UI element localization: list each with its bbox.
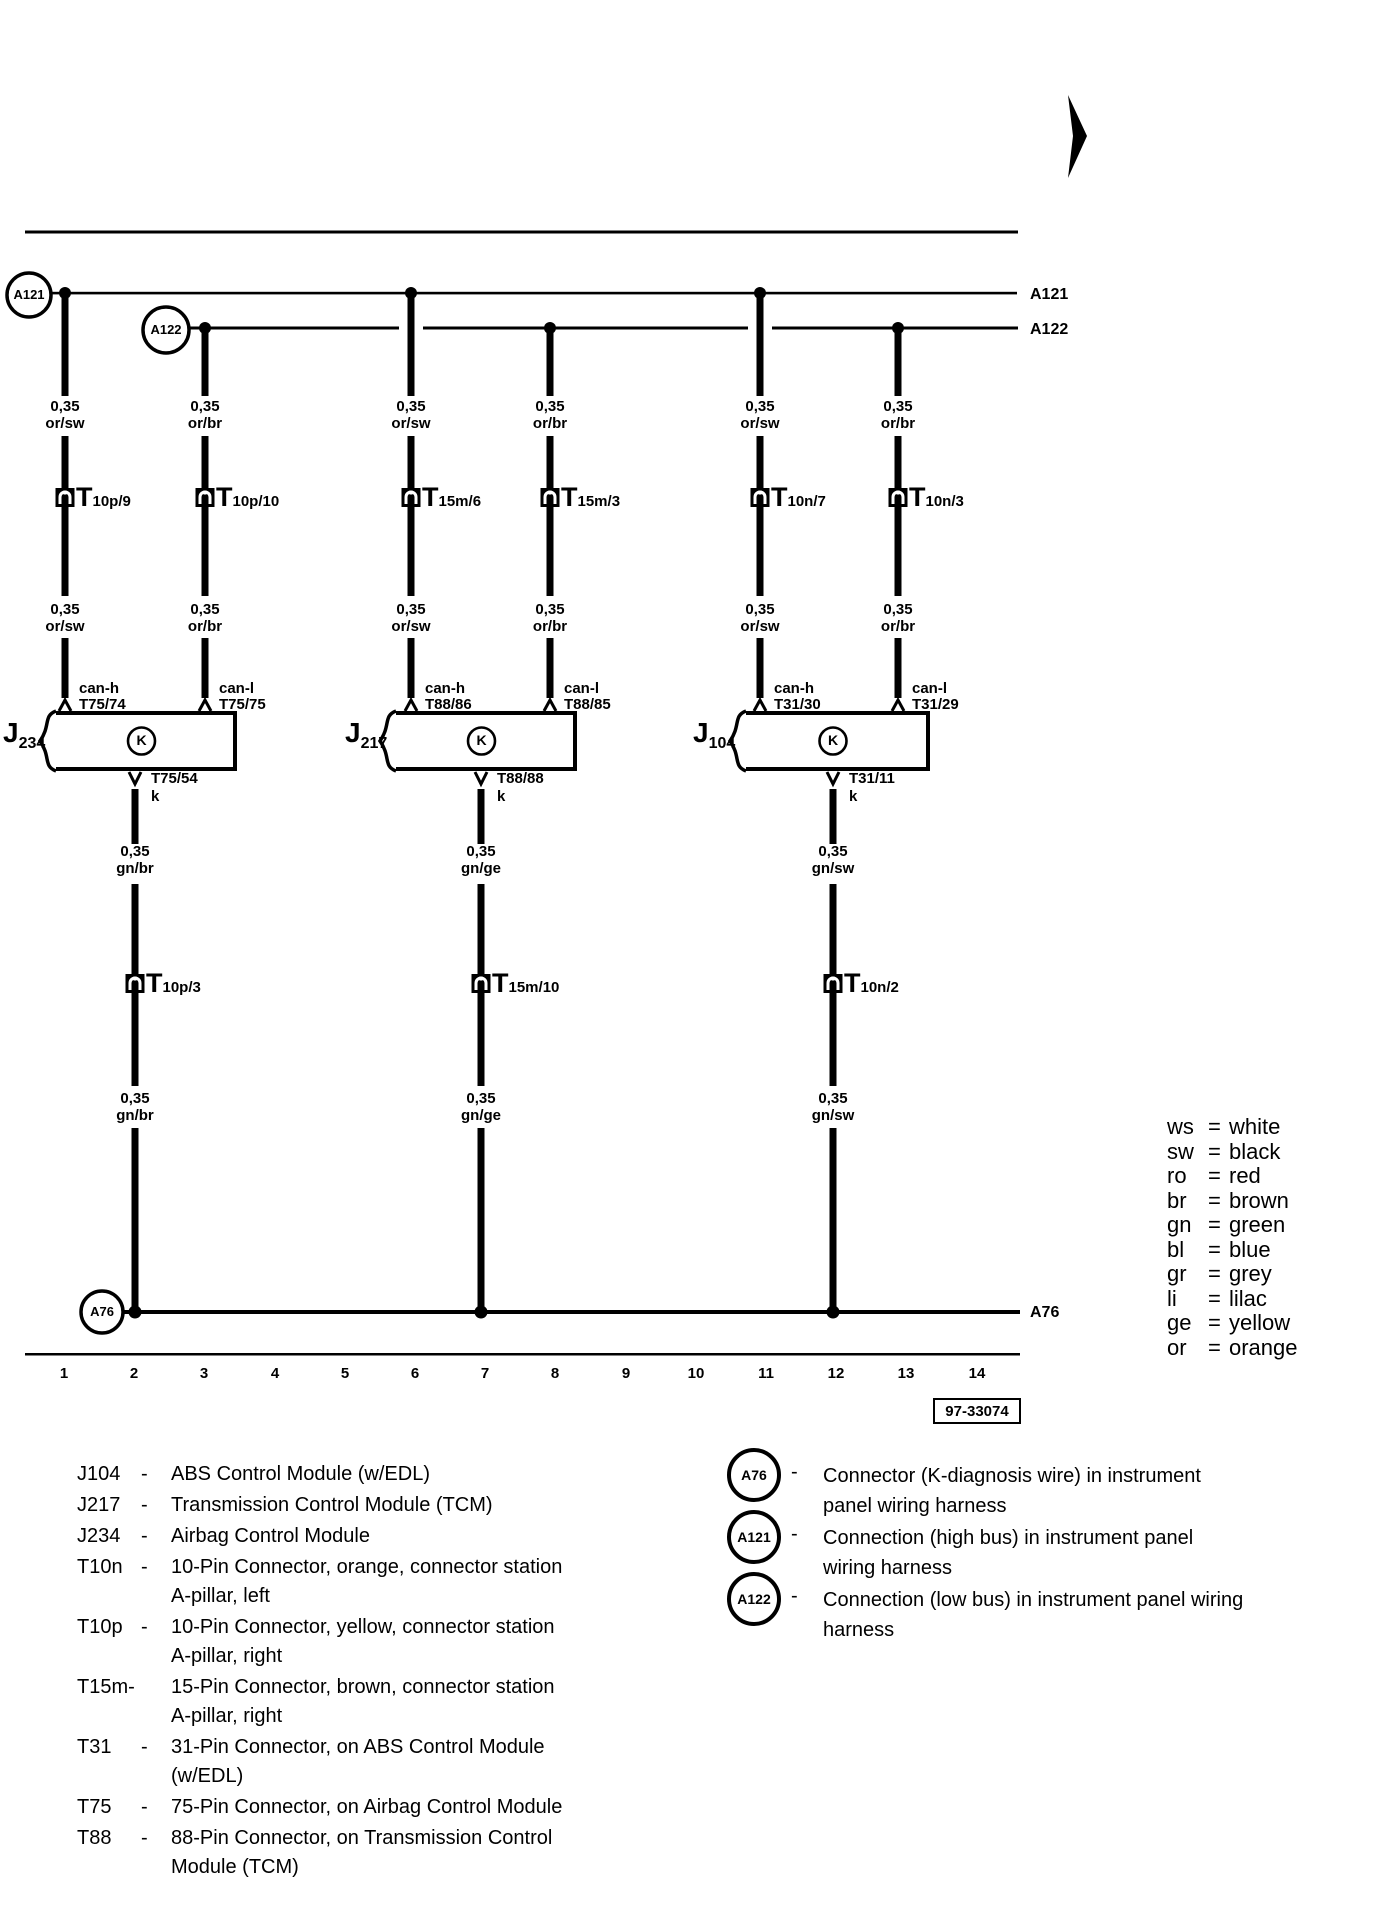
legend-description-line: ABS Control Module (w/EDL)	[171, 1463, 430, 1485]
color-legend-row	[1167, 1139, 1298, 1164]
legend-entry	[77, 1553, 562, 1611]
wire-gauge: 0,35	[883, 398, 913, 415]
equals-sign: =	[1208, 1138, 1221, 1164]
connector-label	[909, 483, 964, 512]
wire-segment	[547, 436, 554, 596]
connector-label	[844, 969, 899, 998]
pin-connector-notch	[64, 491, 67, 495]
pin-connector-notch	[480, 977, 483, 981]
junction-dot	[827, 1306, 840, 1319]
track-number: 9	[621, 1365, 631, 1382]
module-designation	[3, 718, 45, 752]
component-legend	[77, 1458, 562, 1882]
pin-label: T31/30	[774, 696, 821, 713]
pin-label: T75/75	[219, 696, 266, 713]
wire-segment	[408, 436, 415, 596]
wire-color: or/br	[532, 618, 568, 635]
junction-dot	[892, 322, 904, 334]
color-legend-row	[1167, 1188, 1298, 1213]
wire-gauge: 0,35	[535, 398, 565, 415]
connector-letter: T	[422, 482, 439, 512]
module-designation	[693, 718, 735, 752]
exit-arrow-icon	[129, 772, 141, 784]
connector-number: 10p/9	[92, 493, 131, 510]
junction-dot	[754, 287, 766, 299]
connector-label	[771, 483, 826, 512]
legend-description	[171, 1613, 555, 1671]
pin-label: T88/85	[564, 696, 611, 713]
color-legend-row	[1167, 1237, 1298, 1262]
legend-description-line: A-pillar, left	[171, 1585, 270, 1607]
connector-label	[146, 969, 201, 998]
track-number: 7	[480, 1365, 490, 1382]
connector-number: 10n/3	[925, 493, 964, 510]
legend-description-line: Connection (low bus) in instrument panel wiring	[823, 1589, 1244, 1611]
legend-description-line: Module (TCM)	[171, 1856, 299, 1878]
legend-dash: -	[791, 1461, 798, 1483]
legend-description-line: 31-Pin Connector, on ABS Control Module	[171, 1736, 545, 1758]
legend-description	[171, 1793, 562, 1822]
legend-term: T10n	[77, 1556, 123, 1578]
color-legend-row	[1167, 1212, 1298, 1237]
exit-wire-label: k	[151, 788, 160, 805]
bus-a121-line	[51, 292, 1017, 295]
connector-number: 15m/6	[438, 493, 482, 510]
wire-gauge: 0,35	[883, 601, 913, 618]
legend-dash: -	[141, 1494, 148, 1516]
color-legend-row	[1167, 1286, 1298, 1311]
connector-number: 10p/10	[232, 493, 280, 510]
connector-number: 15m/3	[577, 493, 621, 510]
color-abbr: br	[1167, 1187, 1187, 1213]
junction-dot	[544, 322, 556, 334]
legend-dash: -	[141, 1525, 148, 1547]
wire-segment	[62, 436, 69, 596]
pin-label: T31/29	[912, 696, 959, 713]
legend-dash: -	[791, 1585, 798, 1607]
legend-entry	[77, 1491, 562, 1520]
entry-arrow-icon	[405, 700, 417, 711]
bus-label-a76: A76	[1030, 1304, 1060, 1321]
color-legend-row	[1167, 1163, 1298, 1188]
connector-number: 10n/7	[787, 493, 826, 510]
wire-color: gn/br	[116, 1107, 154, 1124]
wire-segment	[202, 328, 209, 396]
node-circle-a122-label: A122	[150, 322, 182, 337]
color-abbr: ws	[1167, 1114, 1194, 1139]
entry-arrow-icon	[544, 700, 556, 711]
wire-segment	[547, 638, 554, 698]
legend-description-line: 88-Pin Connector, on Transmission Control	[171, 1827, 553, 1849]
wire-color: or/sw	[45, 415, 85, 432]
legend-entry	[77, 1793, 562, 1822]
wire-color: or/br	[880, 618, 916, 635]
wire-color: gn/ge	[461, 860, 501, 877]
equals-sign: =	[1208, 1285, 1221, 1311]
color-name: orange	[1229, 1334, 1298, 1360]
equals-sign: =	[1208, 1163, 1221, 1188]
color-name: blue	[1229, 1236, 1271, 1262]
equals-sign: =	[1208, 1261, 1221, 1286]
wire-gauge: 0,35	[120, 1090, 150, 1107]
wire-segment	[830, 789, 837, 844]
k-symbol-letter: K	[476, 732, 487, 748]
legend-description-line: wiring harness	[823, 1557, 952, 1579]
legend-dash	[141, 1673, 171, 1731]
track-number: 11	[758, 1365, 774, 1382]
connector-letter: T	[561, 482, 578, 512]
legend-dash: -	[141, 1736, 148, 1758]
equals-sign: =	[1208, 1334, 1221, 1360]
bus-label-a122: A122	[1030, 321, 1069, 338]
wire-gauge: 0,35	[396, 398, 426, 415]
connector-label	[561, 483, 620, 512]
junction-dot	[475, 1306, 488, 1319]
color-abbr: bl	[1167, 1236, 1185, 1262]
color-name: grey	[1229, 1261, 1272, 1286]
legend-term: T15m-	[77, 1676, 135, 1698]
wire-gauge: 0,35	[120, 843, 150, 860]
wire-segment	[408, 293, 415, 396]
exit-arrow-icon	[827, 772, 839, 784]
continuation-arrow-icon	[1068, 95, 1087, 178]
legend-description-line: 15-Pin Connector, brown, connector station	[171, 1676, 555, 1698]
legend-term: T88	[77, 1827, 112, 1849]
module-number: 234	[18, 735, 46, 752]
equals-sign: =	[1208, 1187, 1221, 1213]
legend-entry	[77, 1824, 562, 1882]
exit-arrow-icon	[475, 772, 487, 784]
connector-label	[76, 483, 131, 512]
wire-color: or/sw	[740, 415, 780, 432]
color-legend-row	[1167, 1310, 1298, 1335]
connector-letter: T	[492, 968, 509, 998]
legend-term: J234	[77, 1525, 121, 1547]
connector-letter: T	[216, 482, 233, 512]
color-legend-row	[1167, 1335, 1298, 1360]
module-number: 217	[360, 735, 388, 752]
exit-wire-label: k	[849, 788, 858, 805]
color-name: green	[1229, 1212, 1286, 1237]
bus-label-a121: A121	[1030, 286, 1069, 303]
entry-arrow-icon	[199, 700, 211, 711]
pin-connector-notch	[204, 491, 207, 495]
wire-gauge: 0,35	[190, 601, 220, 618]
wire-color-legend	[1167, 1114, 1298, 1359]
module-number: 104	[708, 735, 736, 752]
wire-gauge: 0,35	[745, 601, 775, 618]
node-circle-a121-label: A121	[13, 287, 45, 302]
legend-dash: -	[141, 1796, 148, 1818]
legend-entry	[77, 1673, 562, 1731]
wire-gauge: 0,35	[396, 601, 426, 618]
legend-description	[823, 1461, 1201, 1521]
legend-description	[171, 1491, 493, 1520]
node-circle-icon: A122	[727, 1572, 781, 1626]
wire-color: or/br	[187, 618, 223, 635]
wire-segment	[757, 436, 764, 596]
pin-label: T88/86	[425, 696, 472, 713]
color-abbr: li	[1167, 1285, 1177, 1311]
legend-entry	[77, 1460, 562, 1489]
junction-dot	[199, 322, 211, 334]
wire-segment	[830, 1128, 837, 1310]
module-letter: J	[3, 717, 19, 748]
legend-term: J104	[77, 1463, 121, 1485]
legend-description-line: 75-Pin Connector, on Airbag Control Module	[171, 1796, 563, 1818]
legend-dash: -	[141, 1827, 148, 1849]
bottom-rule	[25, 1353, 1020, 1356]
wire-gauge: 0,35	[50, 601, 80, 618]
track-number: 1	[59, 1365, 69, 1382]
legend-dash: -	[791, 1523, 798, 1545]
wire-gauge: 0,35	[535, 601, 565, 618]
module-letter: J	[693, 717, 709, 748]
legend-description-line: A-pillar, right	[171, 1645, 283, 1667]
legend-description-line: A-pillar, right	[171, 1705, 283, 1727]
wire-segment	[478, 1128, 485, 1310]
wire-segment	[132, 789, 139, 844]
color-name: brown	[1229, 1187, 1289, 1213]
wire-segment	[757, 293, 764, 396]
wire-color: or/br	[187, 415, 223, 432]
node-circle-a76-label: A76	[90, 1304, 114, 1319]
color-abbr: gn	[1167, 1212, 1192, 1237]
bus-a122-line	[189, 327, 399, 330]
wire-segment	[202, 436, 209, 596]
equals-sign: =	[1208, 1212, 1221, 1237]
legend-entry	[77, 1613, 562, 1671]
legend-term: J217	[77, 1494, 121, 1516]
pin-label: T75/74	[79, 696, 126, 713]
legend-term: T10p	[77, 1616, 123, 1638]
track-number: 4	[270, 1365, 280, 1382]
color-legend-row	[1167, 1114, 1298, 1139]
legend-description-line: harness	[823, 1619, 895, 1641]
wire-color: or/sw	[391, 415, 431, 432]
legend-description	[171, 1522, 370, 1551]
connector-letter: T	[146, 968, 163, 998]
color-abbr: ro	[1167, 1163, 1187, 1188]
track-number: 10	[687, 1365, 705, 1382]
equals-sign: =	[1208, 1114, 1221, 1139]
bus-a76-line	[123, 1310, 1020, 1314]
can-line-label: can-l	[219, 680, 255, 697]
drawing-number-box	[933, 1398, 1021, 1424]
legend-description-line: Connector (K-diagnosis wire) in instrument	[823, 1465, 1201, 1487]
wire-color: gn/ge	[461, 1107, 501, 1124]
pin-connector-notch	[832, 977, 835, 981]
legend-description	[171, 1733, 545, 1791]
legend-description	[171, 1460, 430, 1489]
wire-color: gn/sw	[811, 1107, 855, 1124]
wire-segment	[895, 638, 902, 698]
legend-description	[823, 1585, 1243, 1645]
wire-gauge: 0,35	[466, 1090, 496, 1107]
junction-dot	[129, 1306, 142, 1319]
wire-segment	[132, 1128, 139, 1310]
junction-dot	[59, 287, 71, 299]
legend-term: T75	[77, 1796, 112, 1818]
legend-description-line: 10-Pin Connector, orange, connector station	[171, 1556, 563, 1578]
node-circle-icon: A121	[727, 1510, 781, 1564]
legend-entry	[77, 1522, 562, 1551]
legend-description-line: Connection (high bus) in instrument panel	[823, 1527, 1194, 1549]
legend-dash: -	[141, 1556, 148, 1578]
track-number: 3	[199, 1365, 209, 1382]
module-designation	[345, 718, 387, 752]
track-number: 12	[827, 1365, 845, 1382]
wire-gauge: 0,35	[818, 843, 848, 860]
legend-description-line: 10-Pin Connector, yellow, connector station	[171, 1616, 555, 1638]
node-circle-icon: A76	[727, 1448, 781, 1502]
track-number: 8	[550, 1365, 560, 1382]
legend-dash: -	[141, 1616, 148, 1638]
entry-arrow-icon	[892, 700, 904, 711]
color-name: yellow	[1229, 1310, 1291, 1335]
track-number: 2	[129, 1365, 139, 1382]
color-legend-row	[1167, 1261, 1298, 1286]
drawing-number: 97-33074	[945, 1402, 1009, 1420]
legend-description-line: Airbag Control Module	[171, 1525, 370, 1547]
connector-letter: T	[76, 482, 93, 512]
wire-color: or/sw	[740, 618, 780, 635]
exit-wire-label: k	[497, 788, 506, 805]
connector-number: 10n/2	[860, 979, 899, 996]
connector-number: 15m/10	[508, 979, 560, 996]
pin-connector-notch	[759, 491, 762, 495]
legend-description-line: panel wiring harness	[823, 1495, 1007, 1517]
color-abbr: or	[1167, 1334, 1187, 1360]
color-abbr: ge	[1167, 1310, 1192, 1335]
junction-dot	[405, 287, 417, 299]
wire-segment	[202, 638, 209, 698]
pin-connector-notch	[134, 977, 137, 981]
legend-description	[171, 1673, 555, 1731]
color-abbr: sw	[1167, 1138, 1194, 1164]
pin-connector-notch	[549, 491, 552, 495]
connector-label	[216, 483, 279, 512]
legend-description-line: (w/EDL)	[171, 1765, 244, 1787]
legend-dash: -	[141, 1463, 148, 1485]
wire-color: or/sw	[45, 618, 85, 635]
wire-segment	[757, 638, 764, 698]
exit-pin-label: T75/54	[151, 770, 198, 787]
equals-sign: =	[1208, 1236, 1221, 1262]
connector-label	[422, 483, 481, 512]
exit-pin-label: T88/88	[497, 770, 544, 787]
can-line-label: can-h	[774, 680, 815, 697]
entry-arrow-icon	[59, 700, 71, 711]
track-number: 5	[340, 1365, 350, 1382]
wire-segment	[478, 789, 485, 844]
track-number: 13	[897, 1365, 915, 1382]
legend-term: T31	[77, 1736, 112, 1758]
bus-a122-line	[423, 327, 748, 330]
legend-description	[171, 1553, 562, 1611]
can-line-label: can-l	[564, 680, 600, 697]
k-symbol-letter: K	[827, 732, 839, 748]
wire-color: gn/br	[116, 860, 154, 877]
connector-letter: T	[771, 482, 788, 512]
wire-segment	[547, 328, 554, 396]
wire-color: or/sw	[391, 618, 431, 635]
connector-number: 10p/3	[162, 979, 201, 996]
color-name: lilac	[1229, 1285, 1267, 1311]
wire-segment	[62, 638, 69, 698]
k-symbol-letter: K	[136, 732, 147, 748]
module-letter: J	[345, 717, 361, 748]
wire-segment	[408, 638, 415, 698]
color-abbr: gr	[1167, 1261, 1187, 1286]
legend-entry	[77, 1733, 562, 1791]
pin-connector-notch	[410, 491, 413, 495]
equals-sign: =	[1208, 1310, 1221, 1335]
wire-gauge: 0,35	[50, 398, 80, 415]
connector-letter: T	[844, 968, 861, 998]
wire-gauge: 0,35	[466, 843, 496, 860]
can-line-label: can-h	[79, 680, 120, 697]
connector-label	[492, 969, 559, 998]
wire-segment	[895, 436, 902, 596]
wire-color: gn/sw	[811, 860, 855, 877]
wire-gauge: 0,35	[745, 398, 775, 415]
wire-gauge: 0,35	[190, 398, 220, 415]
legend-description	[823, 1523, 1193, 1583]
entry-arrow-icon	[754, 700, 766, 711]
wire-color: or/br	[532, 415, 568, 432]
pin-connector-notch	[897, 491, 900, 495]
track-number: 14	[968, 1365, 986, 1382]
color-name: red	[1229, 1163, 1261, 1188]
exit-pin-label: T31/11	[849, 770, 895, 787]
color-name: white	[1229, 1114, 1281, 1139]
wire-segment	[62, 293, 69, 396]
track-number: 6	[410, 1365, 420, 1382]
can-line-label: can-h	[425, 680, 466, 697]
top-rule	[25, 231, 1018, 234]
legend-description-line: Transmission Control Module (TCM)	[171, 1494, 493, 1516]
wire-gauge: 0,35	[818, 1090, 848, 1107]
wire-segment	[895, 328, 902, 396]
can-line-label: can-l	[912, 680, 948, 697]
legend-description	[171, 1824, 552, 1882]
connector-letter: T	[909, 482, 926, 512]
wire-color: or/br	[880, 415, 916, 432]
color-name: black	[1229, 1138, 1281, 1164]
